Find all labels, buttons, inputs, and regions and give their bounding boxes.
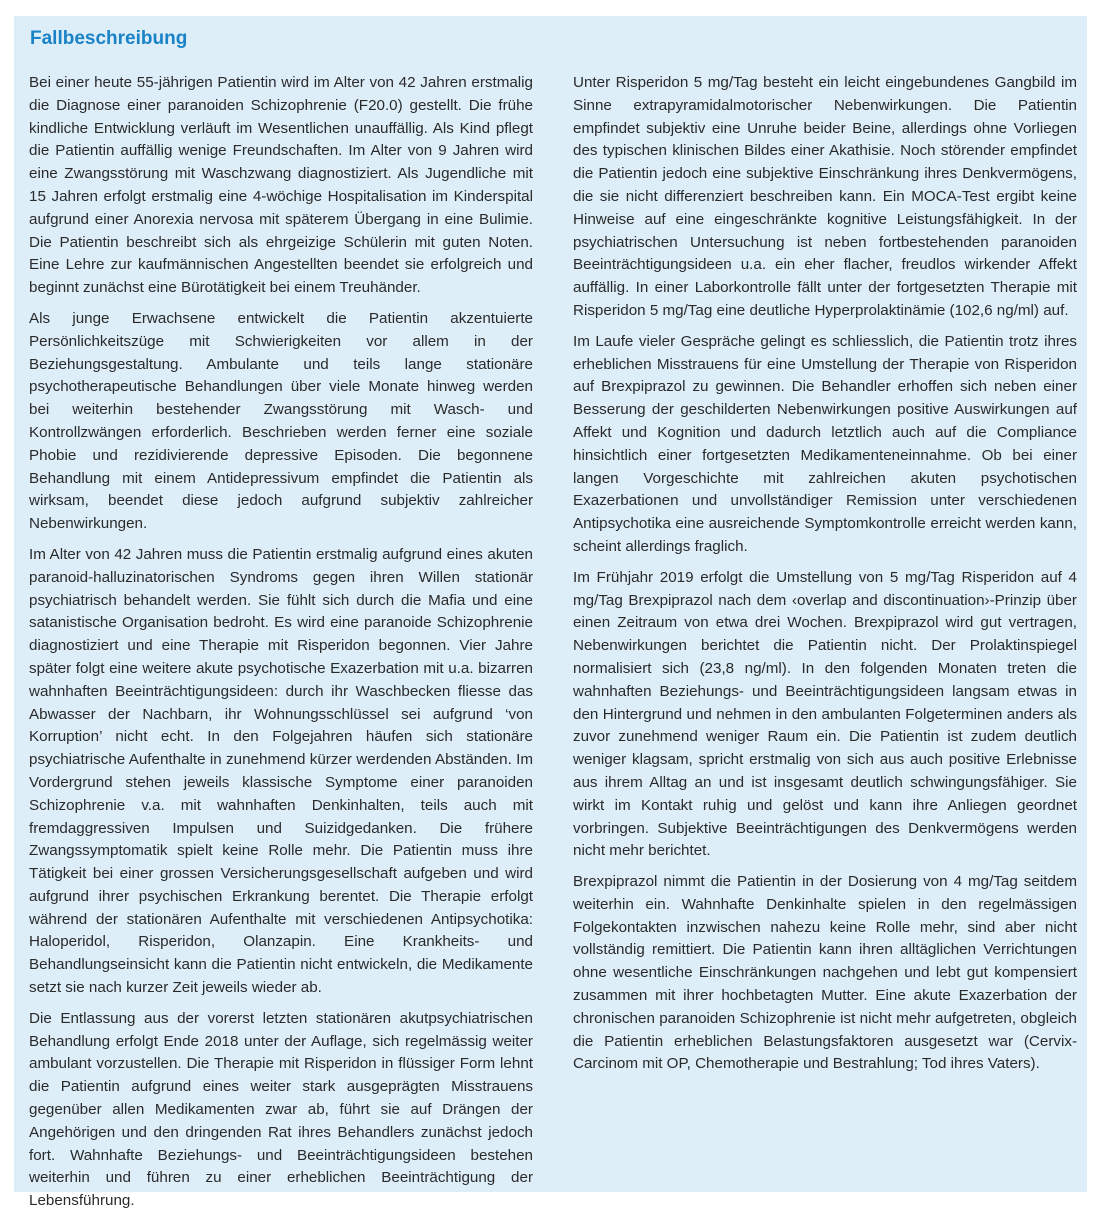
paragraph: Brexpiprazol nimmt die Patientin in der Dosierung von 4 mg/Tag seitdem weiterhin ein. Wahnhafte Denkinhalte spielen in den regelmässigen Folgekontakten inzwischen nahezu keine Rolle mehr, sind aber nicht vollständig remittiert. Die Patientin kann ihren alltäglichen Verrichtungen ohne wesentliche Einschränkungen nachgehen und lebt gut kompensiert zusammen mit ihrer hochbetagten Mutter. Eine akute Exazerbation der chronischen paranoiden Schizophrenie ist nicht mehr aufgetreten, obgleich die Patientin erheblichen Belastungsfaktoren ausgesetzt war (Cervix-Carcinom mit OP, Chemotherapie und Bestrahlung; Tod ihres Vaters). xyxy=(573,873,1077,1073)
right-text-column xyxy=(573,72,1077,1084)
left-text-column xyxy=(29,72,533,1221)
paragraph: Unter Risperidon 5 mg/Tag besteht ein leicht eingebundenes Gangbild im Sinne extrapyramidalmotorischer Nebenwirkungen. Die Patientin empfindet subjektiv eine Unruhe beider Beine, allerdings ohne Vorliegen des typischen klinischen Bildes einer Akathisie. Noch störender empfindet die Patientin jedoch eine subjektive Einschränkung ihres Denkvermögens, die sie nicht differenziert beschreiben kann. Ein MOCA-Test ergibt keine Hinweise auf eine eingeschränkte kognitive Leistungsfähigkeit. In der psychiatrischen Untersuchung ist neben fortbestehenden paranoiden Beeinträchtigungsideen u.a. ein eher flacher, freudlos wirkender Affekt auffällig. In einer Laborkontrolle fällt unter der fortgesetzten Therapie mit Risperidon 5 mg/Tag eine deutliche Hyperprolaktinämie (102,6 ng/ml) auf. xyxy=(573,74,1077,319)
case-description-box xyxy=(14,16,1087,1210)
box-title: Fallbeschreibung xyxy=(30,28,188,49)
paragraph: Im Laufe vieler Gespräche gelingt es schliesslich, die Patientin trotz ihres erheblichen Misstrauens für eine Umstellung der Therapie von Risperidon auf Brexpiprazol zu gewinnen. Die Behandler erhoffen sich neben einer Besserung der geschilderten Nebenwirkungen positive Auswirkungen auf Affekt und Kognition und dadurch letztlich auch auf die Compliance hinsichtlich einer fortgesetzten Medikamenteneinnahme. Ob bei einer langen Vorgeschichte mit zahlreichen akuten psychotischen Exazerbationen und unvollständiger Remission unter verschiedenen Antipsychotika eine ausreichende Symptomkontrolle erreicht werden kann, scheint allerdings fraglich. xyxy=(573,332,1077,555)
paragraph: Im Alter von 42 Jahren muss die Patientin erstmalig aufgrund eines akuten paranoid-halluzinatorischen Syndroms gegen ihren Willen stationär psychiatrisch behandelt werden. Sie fühlt sich durch die Mafia und eine satanistische Organisation bedroht. Es wird eine paranoide Schizophrenie diagnostiziert und eine Therapie mit Risperidon begonnen. Vier Jahre später folgt eine weitere akute psychotische Exazerbation mit u.a. bizarren wahnhaften Beeinträchtigungsideen: durch ihr Waschbecken fliesse das Abwasser der Nachbarn, ihr Wohnungsschlüssel sei aufgrund ‘von Korruption’ nicht echt. In den Folgejahren häufen sich stationäre psychiatrische Aufenthalte in zunehmend kürzer werdenden Abständen. Im Vordergrund stehen jeweils klassische Symptome einer paranoiden Schizophrenie v.a. mit wahnhaften Denkinhalten, teils auch mit fremdaggressiven Impulsen und Suizidgedanken. Die frühere Zwangssymptomatik spielt keine Rolle mehr. Die Patientin muss ihre Tätigkeit bei einer grossen Versicherungsgesellschaft aufgeben und wird aufgrund ihrer psychischen Erkrankung berentet. Die Therapie erfolgt während der stationären Aufenthalte mit verschiedenen Antipsychotika: Haloperidol, Risperidon, Olanzapin. Eine Krankheits- und Behandlungseinsicht kann die Patientin nicht entwickeln, die Medikamente setzt sie nach kurzer Zeit jeweils wieder ab. xyxy=(29,545,533,997)
paragraph: Die Entlassung aus der vorerst letzten stationären akutpsychiatrischen Behandlung erfolgt Ende 2018 unter der Auflage, sich regelmässig weiter ambulant vorzustellen. Die Therapie mit Risperidon in flüssiger Form lehnt die Patientin aufgrund eines weiter stark ausgeprägten Misstrauens gegenüber allen Medikamenten zwar ab, führt sie auf Drängen der Angehörigen und den dringenden Rat ihres Behandlers zunächst jedoch fort. Wahnhafte Beziehungs- und Beeinträchtigungsideen bestehen weiterhin und führen zu einer erheblichen Beeinträchtigung der Lebensführung. xyxy=(29,1009,533,1210)
paragraph: Bei einer heute 55-jährigen Patientin wird im Alter von 42 Jahren erstmalig die Diagnose einer paranoiden Schizophrenie (F20.0) gestellt. Die frühe kindliche Entwicklung verläuft im Wesentlichen unauffällig. Als Kind pflegt die Patientin auffällig wenige Freundschaften. Im Alter von 9 Jahren wird eine Zwangsstörung mit Waschzwang diagnostiziert. Als Jugendliche mit 15 Jahren erfolgt erstmalig eine 4-wöchige Hospitalisation im Kinderspital aufgrund einer Anorexia nervosa mit späterem Übergang in eine Bulimie. Die Patientin beschreibt sich als ehrgeizige Schülerin mit guten Noten. Eine Lehre zur kaufmännischen Angestellten beendet sie erfolgreich und beginnt zunächst eine Bürotätigkeit bei einem Treuhänder. xyxy=(29,74,533,297)
paragraph: Im Frühjahr 2019 erfolgt die Umstellung von 5 mg/Tag Risperidon auf 4 mg/Tag Brexpiprazol nach dem ‹overlap and discontinuation›-Prinzip über einen Zeitraum von etwa drei Wochen. Brexpiprazol wird gut vertragen, Nebenwirkungen berichtet die Patientin nicht. Der Prolaktinspiegel normalisiert sich (23,8 ng/ml). In den folgenden Monaten treten die wahnhaften Beziehungs- und Beeinträchtigungsideen langsam etwas in den Hintergrund und nehmen in den ambulanten Folgeterminen anders als zuvor zunehmend weniger Raum ein. Die Patientin ist zudem deutlich weniger klagsam, spricht erstmalig von sich aus auch positive Erlebnisse aus ihrem Alltag an und ist insgesamt deutlich schwingungsfähiger. Sie wirkt im Kontakt ruhig und gelöst und kann ihre Anliegen geordnet vorbringen. Subjektive Beeinträchtigungen des Denkvermögens werden nicht mehr berichtet. xyxy=(573,568,1077,860)
paragraph: Als junge Erwachsene entwickelt die Patientin akzentuierte Persönlichkeitszüge mit Schwierigkeiten vor allem in der Beziehungsgestaltung. Ambulante und teils lange stationäre psychotherapeutische Behandlungen über viele Monate hinweg werden bei weiterhin bestehender Zwangsstörung mit Wasch- und Kontrollzwängen erforderlich. Beschrieben werden ferner eine soziale Phobie und rezidivierende depressive Episoden. Die begonnene Behandlung mit einem Antidepressivum empfindet die Patientin als wirksam, beendet diese jedoch aufgrund subjektiv zahlreicher Nebenwirkungen. xyxy=(29,309,533,533)
